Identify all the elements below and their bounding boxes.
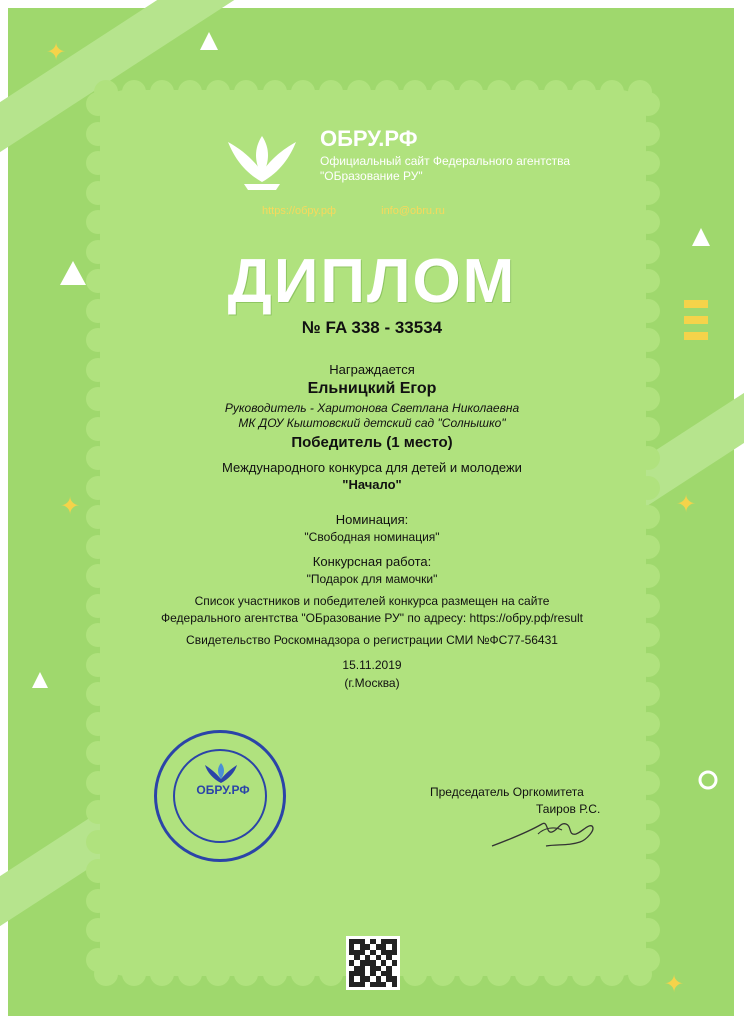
sparkle-icon: ✦ [664, 971, 685, 998]
work-value: "Подарок для мамочки" [306, 572, 438, 586]
stamp-name: ОБРУ.РФ [196, 783, 250, 797]
contest-name: "Начало" [342, 477, 402, 492]
logo-subtitle: Официальный сайт Федерального агентства "ОБразование РУ" [320, 154, 571, 183]
sparkle-icon: ✦ [676, 491, 697, 518]
results-line-2: Федерального агентства "ОБразование РУ" по адресу: https://обру.рф/result [160, 611, 583, 625]
triangle-icon [690, 226, 712, 248]
site-link[interactable]: https://обру.рф [262, 205, 337, 217]
results-line-1: Список участников и победителей конкурса размещен на сайте [194, 594, 550, 608]
award-label: Награждается [329, 362, 415, 377]
sparkle-icon: ✦ [60, 493, 81, 520]
nomination-value: "Свободная номинация" [304, 530, 440, 544]
sparkle-icon: ✦ [46, 39, 67, 66]
supervisor: Руководитель - Харитонова Светлана Николаевна [224, 401, 520, 415]
triangle-icon [198, 30, 220, 52]
diploma-number: № FA 338 - 33534 [301, 318, 443, 337]
signature-title: Председатель Оргкомитета [430, 785, 584, 799]
stamp-lotus-icon [201, 763, 241, 785]
contacts [262, 205, 562, 217]
institution: МК ДОУ Кыштовский детский сад "Солнышко" [238, 416, 506, 430]
recipient-name: Ельницкий Егор [307, 380, 437, 397]
place-result: Победитель (1 место) [291, 434, 453, 451]
handwritten-signature [488, 802, 601, 854]
header-logo [214, 126, 571, 196]
logo-name: ОБРУ.РФ [320, 126, 418, 151]
work-label: Конкурсная работа: [312, 554, 432, 569]
official-stamp [154, 730, 286, 862]
city: (г.Москва) [344, 676, 400, 690]
circle-icon [698, 770, 718, 790]
diploma-title: ДИПЛОМ [227, 247, 517, 316]
signature-name: Таиров Р.С. [536, 802, 601, 816]
qr-code[interactable] [346, 936, 400, 990]
scallop-edge-top [94, 80, 652, 104]
lotus-logo-icon [214, 132, 310, 192]
contest-line: Международного конкурса для детей и молодежи [222, 460, 522, 475]
email-link[interactable]: info@obru.ru [381, 205, 445, 217]
certificate-line: Свидетельство Роскомнадзора о регистрации СМИ №ФС77-56431 [186, 633, 558, 647]
date: 15.11.2019 [342, 658, 402, 672]
nomination-label: Номинация: [335, 512, 409, 527]
